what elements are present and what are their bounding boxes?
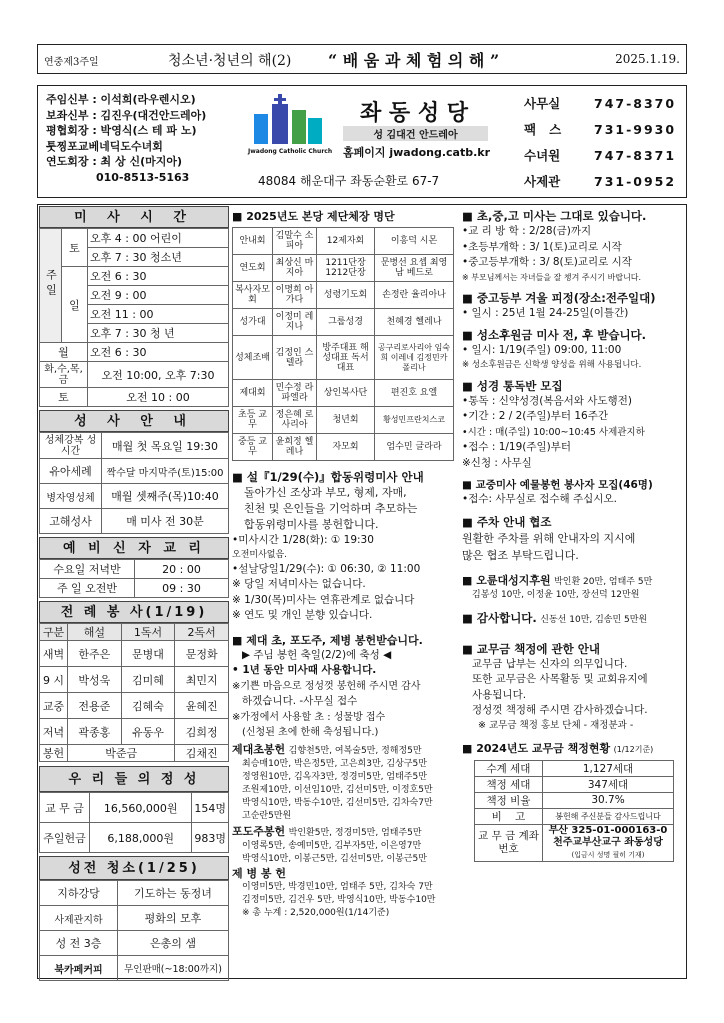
mass-title: 미 사 시 간: [39, 206, 229, 228]
notice-line: ※ 성소후원금은 신학생 양성을 위해 사용됩니다.: [462, 359, 642, 370]
altar-cell: 문병대: [121, 641, 175, 667]
group-leader: 이정미 레지나: [273, 309, 317, 336]
offering-item: ▶ 주님 봉헌 축일(2/2)에 축성 ◀: [242, 648, 392, 661]
memorial-item: ※ 당일 저녁미사는 없습니다.: [232, 578, 366, 590]
info-block: [37, 85, 687, 198]
notice-line: •접수: 사무실로 접수해 주십시오.: [462, 493, 617, 505]
memorial-title: ■ 설『1/29(수)』합동위령미사 안내: [232, 470, 424, 484]
contact-number: 731-0952: [594, 173, 677, 189]
mass-time: 오전 11 : 00: [88, 305, 229, 324]
yeondo-president: 연도회장 : 최 상 신(마지아): [46, 155, 183, 168]
contact-rectory: [524, 168, 684, 194]
altar-cell: 김미혜: [121, 667, 175, 693]
finance-label: 주일헌금: [40, 823, 90, 853]
notice-volunteer: [462, 477, 684, 508]
group-leader: 민수정 라파엘라: [273, 380, 317, 407]
cleaning-group: 평화의 모후: [118, 906, 229, 931]
mass-time: 오전 6 : 30: [88, 343, 229, 362]
tithe-label: 책정 비율: [475, 792, 543, 808]
contact-office: [524, 90, 684, 116]
notice-line: •시간 : 매(주일) 10:00~10:45 사제관지하: [462, 426, 645, 438]
account-holder: 천주교부산교구 좌동성당: [553, 836, 663, 848]
group-name: 성령기도회: [317, 282, 375, 309]
altar-row-label: 봉헌: [40, 745, 68, 762]
donor-line: 이영미5만, 박경민10만, 엄태주 5만, 김차숙 7만: [242, 882, 433, 892]
col-header: 구분: [40, 624, 68, 641]
notice-vocation: [462, 327, 684, 372]
weekday-label: 월: [40, 343, 88, 362]
notice-retreat: [462, 290, 684, 322]
cleaning-area: 사제관지하: [40, 906, 118, 931]
mass-table: [39, 228, 229, 407]
finance-label: 교 무 금: [40, 793, 90, 823]
memorial-item: ※ 연도 및 개인 분향 있습니다.: [232, 609, 373, 621]
donor-line: 이영록5만, 송예미5만, 김부자5만, 이은영7만: [242, 840, 422, 851]
memorial-text: 친천 및 은인들을 기억하며 추모하는: [244, 502, 418, 515]
group-name: 그룹성경: [317, 309, 375, 336]
notice-line: 정성껏 책정해 주시면 감사하겠습니다.: [472, 704, 648, 716]
notice-title: ■ 초,중,고 미사는 그대로 있습니다.: [462, 209, 647, 223]
col-header: 1독서: [121, 624, 175, 641]
offering-item: 하겠습니다. -사무실 접수: [242, 695, 358, 707]
group-leader: 김말수 소피아: [273, 228, 317, 255]
offering-item: (신청된 초에 한해 축성됩니다.): [242, 727, 379, 738]
notice-title: ■ 오륜대성지후원: [462, 573, 551, 587]
yeondo-phone: 010-8513-5163: [96, 170, 190, 184]
group-name: 자모회: [317, 434, 375, 461]
contact-label: 수녀원: [524, 148, 561, 163]
contact-label: 사무실: [524, 96, 561, 111]
donor-line: 김향천5만, 여복술5만, 정해정5만: [288, 745, 422, 756]
prep-class: 수요일 저녁반: [40, 560, 135, 579]
memorial-text: 합동위령미사를 봉헌합니다.: [244, 518, 379, 531]
sacrament-table: [39, 432, 229, 534]
account-number: 부산 325-01-000163-0: [548, 824, 668, 836]
candle-offering-title: 제대초봉헌: [232, 742, 286, 756]
notice-line: • 일시 : 25년 1월 24-25일(이틀간): [462, 306, 629, 319]
altar-cell: 김희정: [175, 719, 229, 745]
altar-cell: 문정화: [175, 641, 229, 667]
altar-row-label: 저녁: [40, 719, 68, 745]
offering-item: • 1년 동안 미사때 사용합니다.: [232, 664, 377, 676]
tithe-label: 책정 세대: [475, 776, 543, 792]
notice-line: 사용됩니다.: [472, 688, 527, 701]
group-name: 청년회: [317, 407, 375, 434]
memorial-item: 오전미사없음.: [232, 549, 288, 560]
finance-count: 154명: [192, 793, 229, 823]
group-leader: 문병선 요셉 최영남 베드로: [375, 255, 454, 282]
cleaning-table: [39, 880, 229, 981]
finance-amount: 16,560,000원: [90, 793, 192, 823]
altar-cell: 박준금: [68, 745, 175, 762]
clergy-list: [46, 92, 246, 185]
mass-time: 오전 10 : 00: [88, 388, 229, 407]
notice-line: • 일시: 1/19(주일) 09:00, 11:00: [462, 344, 622, 356]
group-name: 중등 교무: [233, 434, 273, 461]
altar-cell: 김채진: [175, 745, 229, 762]
contact-number: 747-8371: [594, 147, 677, 163]
assistant-pastor: 보좌신부 : 김진우(대건안드레아): [46, 108, 207, 122]
tithe-table: [474, 760, 674, 862]
finance-amount: 6,188,000원: [90, 823, 192, 853]
donor-line: 정영원10만, 김옥자3만, 정경미5만, 엄태주5만: [242, 771, 427, 782]
finance-title: 우 리 들 의 정 성: [39, 766, 229, 792]
group-leader: 황성민프란치스코: [375, 407, 454, 434]
group-leader: 천혜경 헬레나: [375, 309, 454, 336]
altar-table: [39, 623, 229, 762]
group-name: 성체조배: [233, 336, 273, 380]
sacrament-name: 성체강복 성시간: [40, 433, 102, 459]
donor-line: 박인환5만, 정경미5만, 엄태주5만: [288, 827, 422, 838]
mass-time: 오전 9 : 00: [88, 286, 229, 305]
church-logo: [248, 94, 333, 158]
header-bar: [37, 44, 687, 74]
group-leader: 이흥덕 시몬: [375, 228, 454, 255]
weekday-label: 화,수,목,금: [40, 362, 88, 388]
address: 48084 해운대구 좌동순환로 67-7: [258, 174, 440, 188]
notice-line: •중고등부개학 : 3/ 8(토)교리로 시작: [462, 256, 632, 268]
tithe-value: 1,127세대: [543, 760, 674, 776]
notice-title: ■ 주차 안내 협조: [462, 514, 552, 529]
sisters: 툿찡포교베네딕도수녀회: [46, 139, 163, 153]
offering-notice: [232, 632, 454, 921]
notice-line: •초등부개학 : 3/ 1(토)교리로 시작: [462, 240, 622, 253]
prep-class: 주 일 오전반: [40, 579, 135, 598]
cleaning-area: 북카페커피: [40, 956, 118, 981]
altar-cell: 윤혜진: [175, 693, 229, 719]
notice-line: ※신청 : 사무실: [462, 456, 532, 469]
contact-number: 747-8370: [594, 95, 677, 111]
altar-row-label: 새벽: [40, 641, 68, 667]
cleaning-area: 성 전 3층: [40, 931, 118, 956]
group-name: 초등 교무: [233, 407, 273, 434]
notice-line: •접수 : 1/19(주일)부터: [462, 441, 572, 453]
notice-title: ■ 감사합니다.: [462, 610, 537, 625]
mass-time: 오전 6 : 30: [88, 267, 229, 286]
col-header: 2독서: [175, 624, 229, 641]
groups-title: ■ 2025년도 본당 제단체장 명단: [232, 210, 395, 223]
cleaning-area: 지하강당: [40, 881, 118, 906]
account-value: [543, 824, 674, 861]
bulletin-date: 2025.1.19.: [615, 52, 680, 66]
notice-thanks: [462, 610, 684, 627]
altar-row-label: 교중: [40, 693, 68, 719]
sacrament-title: 성 사 안 내: [39, 410, 229, 432]
tithe-label: 수계 세대: [475, 760, 543, 776]
prep-table: [39, 559, 229, 598]
mass-time: 오후 7 : 30 청 년: [88, 324, 229, 343]
notice-line: 원활한 주차를 위해 안내자의 지시에: [462, 531, 636, 545]
notice-line: 신동선 10만, 김송민 5만원: [540, 614, 648, 625]
saturday-label: 토: [62, 229, 88, 267]
middle-column: [232, 208, 454, 920]
group-leader: 윤희정 헬레나: [273, 434, 317, 461]
mass-time: 오후 7 : 30 청소년: [88, 248, 229, 267]
group-name: 1211단장 1212단장: [317, 255, 375, 282]
tithe-value: 347세대: [543, 776, 674, 792]
notice-line: 교무금 납부는 신자의 의무입니다.: [472, 657, 628, 670]
notice-title: ■ 중고등부 겨울 피정(장소:전주일대): [462, 290, 656, 305]
group-leader: 정은혜 로사리아: [273, 407, 317, 434]
prep-time: 20 : 00: [135, 560, 229, 579]
finance-table: [39, 792, 229, 853]
sunday-day-label: 일: [62, 267, 88, 343]
offering-title: ■ 제대 초, 포도주, 제병 봉헌받습니다.: [232, 633, 423, 647]
donor-line: 박영식10만, 이봉근5만, 김선미5만, 이봉근5만: [242, 853, 427, 864]
church-name: 좌 동 성 당: [360, 100, 468, 126]
memorial-notice: [232, 469, 454, 624]
slogan: “ 배 움 과 체 험 의 해 ”: [328, 51, 500, 70]
memorial-text: 돌아가신 조상과 부모, 형제, 자매,: [244, 486, 407, 499]
sacrament-time: 매월 첫 목요일 19:30: [102, 433, 229, 459]
altar-cell: 한주은: [68, 641, 122, 667]
notice-line: •기간 : 2 / 2(주일)부터 16주간: [462, 410, 609, 422]
group-name: 제대회: [233, 380, 273, 407]
notice-line: •교 리 방 학 : 2/28(금)까지: [462, 225, 592, 237]
donor-line: 최승매10만, 박은정5만, 고은희3만, 김상구5만: [242, 758, 427, 769]
altar-cell: 박성욱: [68, 667, 122, 693]
left-column: [39, 206, 229, 981]
contact-label: 사제관: [524, 174, 561, 189]
memorial-item: ※ 1/30(목)미사는 연휴관계로 없습니다: [232, 593, 415, 606]
donor-line: 조원제10만, 이선임10만, 김선미5만, 이정호5만: [242, 784, 433, 795]
prep-title: 예 비 신 자 교 리: [39, 537, 229, 559]
weekday-label: 토: [40, 388, 88, 407]
bread-offering-title: 제 병 봉 헌: [232, 866, 286, 880]
col-header: 해설: [68, 624, 122, 641]
notice-parking: [462, 514, 684, 564]
account-note: (입금시 성명 필히 기재): [571, 850, 645, 859]
group-name: 방주대표 해성대표 독서대표: [317, 336, 375, 380]
group-name: 상인복사단: [317, 380, 375, 407]
sacrament-name: 고해성사: [40, 509, 102, 534]
wine-offering-title: 포도주봉헌: [232, 824, 286, 838]
altar-row-label: 9 시: [40, 667, 68, 693]
group-name: 12제자회: [317, 228, 375, 255]
account-label: 교 무 금 계좌번호: [475, 824, 543, 861]
tithe-title: ■ 2024년도 교무금 책정현황: [462, 741, 611, 755]
notice-line: 박인환 20만, 엄태주 5만: [554, 576, 653, 587]
homepage[interactable]: 홈페이지 jwadong.catb.kr: [343, 146, 490, 159]
cleaning-group: 기도하는 동정녀: [118, 881, 229, 906]
notice-bible: [462, 378, 684, 472]
sacrament-time: 짝수달 마지막주(토)15:00: [102, 459, 229, 484]
tithe-value: 봉헌해 주신분들 감사드립니다: [543, 808, 674, 824]
right-column: [462, 208, 684, 862]
patron-saint: 성 김대건 안드레아: [343, 126, 488, 141]
year-theme: 청소년·청년의 해(2): [168, 53, 292, 69]
notice-title: ■ 성경 통독반 모집: [462, 378, 563, 393]
group-name: 연도회: [233, 255, 273, 282]
tithe-label: 비 고: [475, 808, 543, 824]
cleaning-title: 성전 청소(1/25): [39, 856, 229, 880]
offering-item: ※가정에서 사용할 초 : 성물방 접수: [232, 711, 386, 723]
memorial-item: •설날당일1/29(수): ① 06:30, ② 11:00: [232, 562, 421, 575]
altar-cell: 곽종홍: [68, 719, 122, 745]
groups-table: [232, 227, 454, 461]
group-leader: 손정란 율리아나: [375, 282, 454, 309]
tithe-subtitle: (1/12기준): [613, 744, 654, 754]
notice-shrine: [462, 572, 684, 602]
notice-title: ■ 교무금 책정에 관한 안내: [462, 641, 600, 656]
memorial-item: •미사시간 1/28(화): ① 19:30: [232, 534, 374, 546]
contact-convent: [524, 142, 684, 168]
notice-line: 많은 협조 부탁드립니다.: [462, 548, 579, 562]
notice-line: ※ 부모님께서는 자녀들을 잘 챙겨 주시기 바랍니다.: [462, 272, 642, 282]
sacrament-name: 병자영성체: [40, 484, 102, 509]
notice-line: ※ 교무금 책정 홍보 단체 - 재정분과 -: [478, 719, 634, 731]
sacrament-time: 매월 셋째주(목)10:40: [102, 484, 229, 509]
contact-list: [524, 90, 684, 194]
notice-line: 김봉성 10만, 이정윤 10만, 장선덕 12만원: [472, 589, 640, 600]
council-president: 평협회장 : 박영식(스 테 파 노): [46, 124, 197, 137]
group-leader: 편진호 요엘: [375, 380, 454, 407]
contact-label: 팩 스: [524, 122, 562, 137]
cleaning-group: 은총의 샘: [118, 931, 229, 956]
tithe-status: [462, 740, 684, 862]
notice-title: ■ 성소후원금 미사 전, 후 받습니다.: [462, 328, 647, 342]
group-name: 안내회: [233, 228, 273, 255]
cleaning-group: 무인판매(~18:00까지): [118, 956, 229, 981]
group-leader: 최상신 마지아: [273, 255, 317, 282]
prep-time: 09 : 30: [135, 579, 229, 598]
tithe-value: 30.7%: [543, 792, 674, 808]
donor-line: 김정미5만, 김건우 5만, 박영식10만, 박동수10만: [242, 895, 436, 905]
sunday-label: 주일: [40, 229, 62, 343]
contact-number: 731-9930: [594, 121, 677, 137]
altar-cell: 전용준: [68, 693, 122, 719]
notice-tithe: [462, 641, 684, 732]
sacrament-name: 유아세례: [40, 459, 102, 484]
altar-cell: 최민지: [175, 667, 229, 693]
group-leader: 공구리로사리아 임숙희 이레네 김정민카폴리나: [375, 336, 454, 380]
group-leader: 김정인 스텔라: [273, 336, 317, 380]
group-name: 복사자모회: [233, 282, 273, 309]
notice-line: 또한 교무금은 사목활동 및 교회유지에: [472, 673, 648, 685]
altar-cell: 김혜숙: [121, 693, 175, 719]
donor-line: 고순란5만원: [242, 810, 292, 821]
notice-title: ■ 교중미사 예물봉헌 봉사자 모집(46명): [462, 479, 653, 491]
contact-fax: [524, 116, 684, 142]
pastor: 주임신부 : 이석희(라우렌시오): [46, 93, 196, 106]
mass-time: 오후 4 : 00 어린이: [88, 229, 229, 248]
finance-count: 983명: [192, 823, 229, 853]
donor-line: ※ 총 누계 : 2,520,000원(1/14기준): [242, 908, 390, 918]
issue-label: 연중제3주일: [44, 57, 99, 68]
altar-cell: 유동우: [121, 719, 175, 745]
offering-item: ※기쁜 마음으로 정성껏 봉헌해 주시면 감사: [232, 680, 421, 692]
logo-text: Jwadong Catholic Church: [248, 148, 333, 155]
group-name: 성가대: [233, 309, 273, 336]
sacrament-time: 매 미사 전 30분: [102, 509, 229, 534]
group-leader: 엄수민 글라라: [375, 434, 454, 461]
notice-line: •통독 : 신약성경(복음서와 사도행전): [462, 394, 632, 407]
mass-time: 오전 10:00, 오후 7:30: [88, 362, 229, 388]
donor-line: 박영식10만, 박동수10만, 김선미5만, 김차숙7만: [242, 797, 433, 808]
group-leader: 이명희 아가다: [273, 282, 317, 309]
notice-youth-mass: [462, 208, 684, 284]
altar-title: 전 례 봉 사(1/19): [39, 601, 229, 623]
